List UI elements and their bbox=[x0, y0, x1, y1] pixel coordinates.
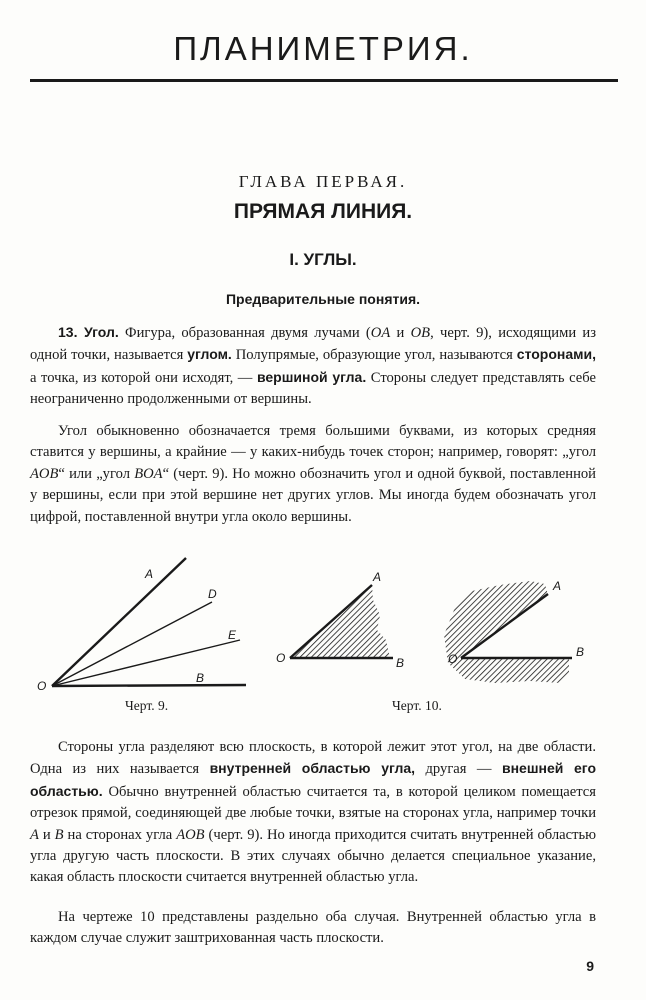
page-number: 9 bbox=[586, 958, 594, 974]
text: Фигура, образованная двумя лучами ( bbox=[118, 325, 371, 341]
point-label: A bbox=[30, 826, 39, 843]
ray-oa bbox=[52, 558, 186, 686]
section-title: I. УГЛЫ. bbox=[289, 250, 357, 269]
angle-label: BOA bbox=[134, 465, 163, 482]
text: Полупрямые, образующие угол, называются bbox=[231, 347, 517, 364]
text: а точка, из которой они исходят, — bbox=[30, 369, 257, 386]
label-a: A bbox=[145, 567, 154, 581]
paragraph-figure-10-note: На чертеже 10 представлены раздельно оба случая. Внутренней областью угла в каждом случае служит заштрихованная часть плоскости. bbox=[30, 909, 596, 947]
text: “ или „угол bbox=[58, 465, 135, 482]
figure-10-exterior-area bbox=[444, 581, 569, 683]
text: Угол обыкновенно обозначается тремя большими буквами, из которых средняя ставится у вершины, а крайние — у каких-нибудь точек сторон; например, говорят: „угол bbox=[30, 423, 596, 461]
text: и bbox=[38, 826, 55, 843]
label-o2: O bbox=[448, 652, 458, 666]
label-d: D bbox=[208, 587, 217, 601]
figure-9-caption: Черт. 9. bbox=[125, 698, 169, 713]
point-label: B bbox=[54, 826, 64, 843]
paragraph-angle-regions bbox=[30, 737, 596, 889]
paragraph-angle-notation bbox=[30, 421, 596, 528]
ray-label: OA bbox=[370, 325, 391, 341]
running-head: ПЛАНИМЕТРИЯ. bbox=[173, 30, 473, 67]
ray-oe bbox=[52, 640, 240, 686]
angle-label: AOB bbox=[30, 465, 59, 482]
term: углом. bbox=[187, 346, 232, 363]
label-a2: A bbox=[553, 579, 562, 593]
subsection-title: Предварительные понятия. bbox=[225, 291, 421, 307]
ray-label: OB bbox=[410, 325, 431, 341]
text: Обычно внутренней областью считается та, в которой целиком помещается отрезок прямой, соединяющей две любые точки, взятые на сторонах угла, например точки bbox=[30, 783, 596, 822]
angle-label: AOB bbox=[176, 826, 205, 843]
text: Стороны угла разделяют всю плоскость, в которой лежит этот угол, на две области. Одна из них называется bbox=[30, 739, 596, 778]
chapter-label: ГЛАВА ПЕРВАЯ. bbox=[238, 172, 408, 191]
text: Стороны следует представлять себе неограниченно продолженными от вершины. bbox=[30, 369, 596, 408]
label-a1: A bbox=[373, 570, 382, 584]
label-e: E bbox=[228, 628, 237, 642]
figure-10-interior-area bbox=[290, 585, 390, 658]
label-b2: B bbox=[576, 645, 585, 659]
label-b1: B bbox=[396, 656, 405, 670]
text: “ (черт. 9). Но можно обозначить угол и одной буквой, поставленной у вершины, если при этой вершине нет других углов. Мы иногда будем обозначать угол цифрой, поставленной внутри угла около вершины. bbox=[30, 465, 596, 525]
term: сторонами, bbox=[516, 346, 596, 363]
text: и bbox=[390, 325, 411, 341]
text: на сторонах угла bbox=[63, 826, 177, 843]
figures bbox=[0, 555, 646, 693]
ray-ob bbox=[52, 685, 246, 686]
term: вершиной угла. bbox=[256, 368, 367, 385]
term: внутренней областью угла, bbox=[209, 760, 416, 777]
figure-10-caption: Черт. 10. bbox=[392, 698, 442, 713]
term: внешней его областью. bbox=[30, 760, 597, 799]
header-rule bbox=[30, 79, 618, 82]
label-o: O bbox=[37, 679, 47, 693]
text: , черт. 9), исходящими из одной точки, называется bbox=[30, 325, 596, 364]
ray-od bbox=[52, 602, 212, 686]
text: (черт. 9). Но иногда приходится считать внутренней областью угла другую часть плоскости. В этих случаях обычно делается специальное указание, какая область плоскости считается внутренней областью угла. bbox=[30, 826, 597, 886]
label-b: B bbox=[196, 671, 205, 685]
chapter-title: ПРЯМАЯ ЛИНИЯ. bbox=[233, 200, 413, 223]
item-number: 13. Угол. bbox=[58, 324, 119, 340]
label-o1: O bbox=[276, 651, 286, 665]
text: другая — bbox=[415, 761, 502, 778]
paragraph-angle-definition bbox=[30, 322, 596, 411]
